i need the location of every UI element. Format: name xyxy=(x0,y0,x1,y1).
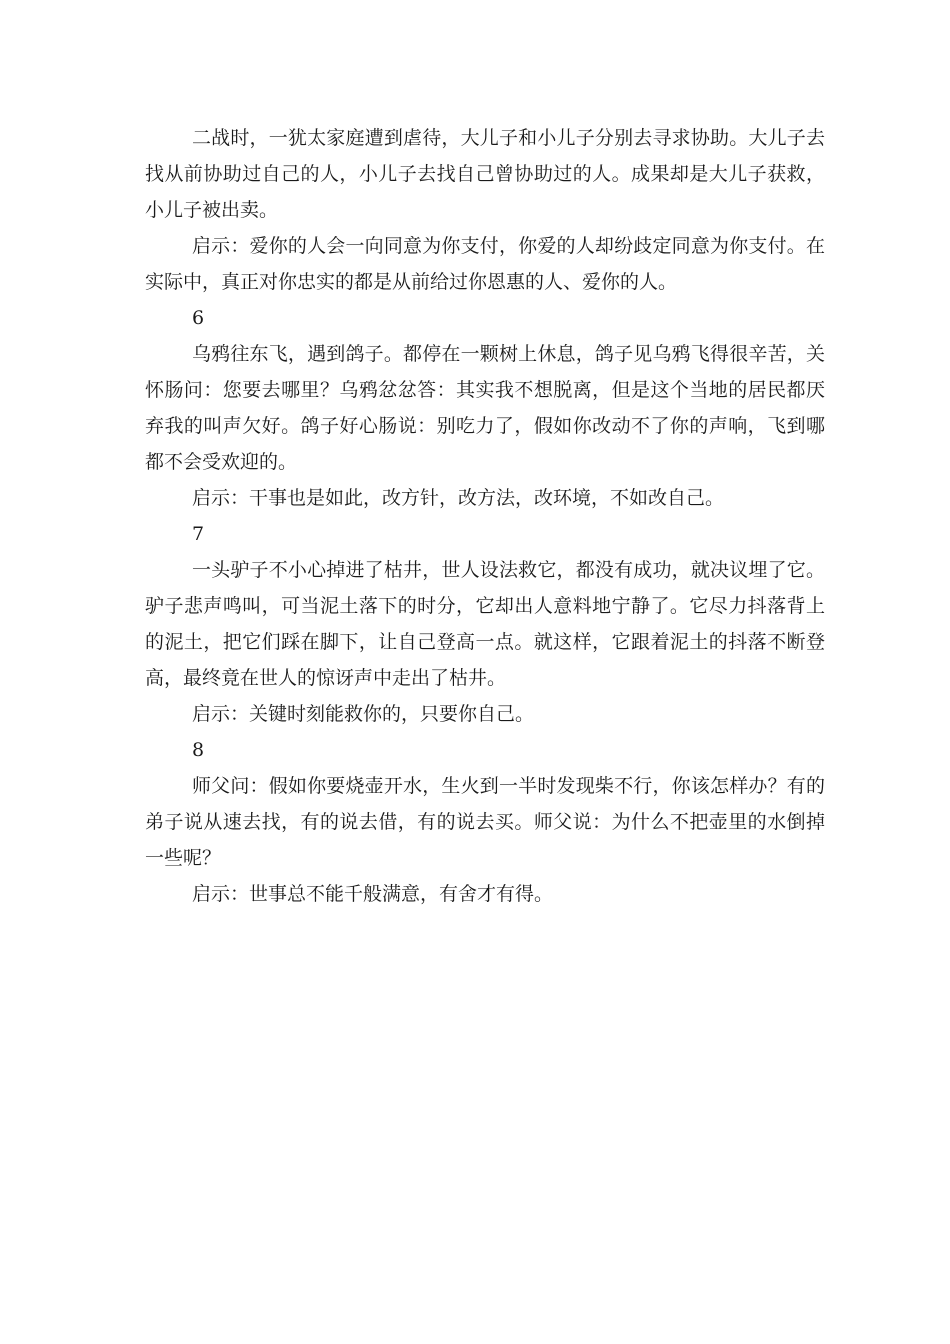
lesson-paragraph: 启示：世事总不能千般满意，有舍才有得。 xyxy=(192,883,554,905)
story-paragraph: 师父问：假如你要烧壶开水，生火到一半时发现柴不行，你该怎样办？有的弟子说从速去找，有的说去借，有的说去买。师父说：为什么不把壶里的水倒掉一些呢？ xyxy=(145,775,825,869)
section-number: 8 xyxy=(192,739,205,761)
lesson-paragraph: 启示：关键时刻能救你的，只要你自己。 xyxy=(192,703,535,725)
section-number: 7 xyxy=(192,523,205,545)
section-number: 6 xyxy=(192,307,205,329)
lesson-paragraph: 启示：爱你的人会一向同意为你支付，你爱的人却纷歧定同意为你支付。在实际中，真正对你忠实的都是从前给过你恩惠的人、爱你的人。 xyxy=(145,235,825,293)
story-paragraph: 二战时，一犹太家庭遭到虐待，大儿子和小儿子分别去寻求协助。大儿子去找从前协助过自己的人，小儿子去找自己曾协助过的人。成果却是大儿子获救，小儿子被出卖。 xyxy=(145,127,825,221)
story-paragraph: 乌鸦往东飞，遇到鸽子。都停在一颗树上休息，鸽子见乌鸦飞得很辛苦，关怀肠问：您要去哪里？乌鸦忿忿答：其实我不想脱离，但是这个当地的居民都厌弃我的叫声欠好。鸽子好心肠说：别吃力了，假如你改动不了你的声响，飞到哪都不会受欢迎的。 xyxy=(145,343,825,473)
lesson-paragraph: 启示：干事也是如此，改方针，改方法，改环境，不如改自己。 xyxy=(192,487,725,509)
document-body xyxy=(145,120,825,912)
story-paragraph: 一头驴子不小心掉进了枯井，世人设法救它，都没有成功，就决议埋了它。驴子悲声鸣叫，可当泥土落下的时分，它却出人意料地宁静了。它尽力抖落背上的泥土，把它们踩在脚下，让自己登高一点。就这样，它跟着泥土的抖落不断登高，最终竟在世人的惊讶声中走出了枯井。 xyxy=(145,559,825,689)
